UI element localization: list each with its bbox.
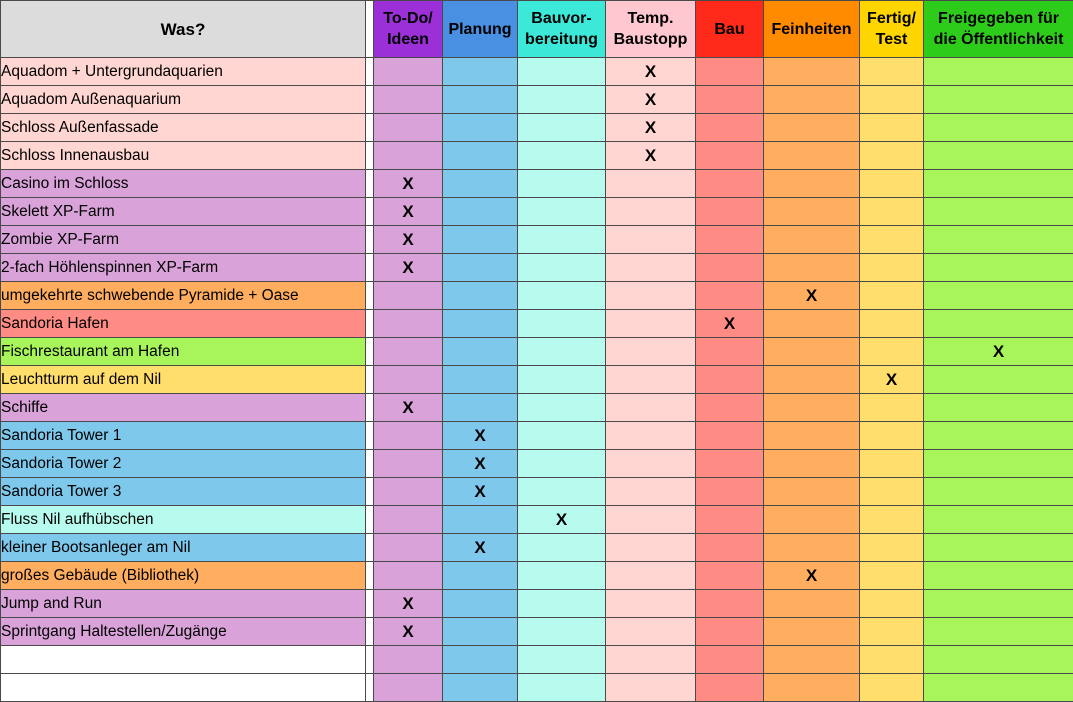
status-cell-feinheiten[interactable] — [764, 422, 860, 450]
divider-cell — [366, 618, 374, 646]
status-cell-todo[interactable] — [374, 646, 443, 674]
header-status-freigegeben — [924, 1, 1073, 58]
status-cell-bau[interactable] — [696, 506, 764, 534]
table-row[interactable] — [1, 58, 1073, 86]
status-cell-planung[interactable] — [443, 226, 518, 254]
status-cell-freigegeben[interactable] — [924, 646, 1073, 674]
status-cell-feinheiten[interactable] — [764, 618, 860, 646]
divider-cell — [366, 254, 374, 282]
status-cell-todo[interactable]: X — [374, 254, 443, 282]
status-cell-planung[interactable] — [443, 590, 518, 618]
status-cell-fertig[interactable] — [860, 534, 924, 562]
status-cell-freigegeben[interactable] — [924, 58, 1073, 86]
table-row[interactable] — [1, 618, 1073, 646]
table-row[interactable] — [1, 506, 1073, 534]
project-name-cell[interactable]: Zombie XP-Farm — [1, 226, 366, 254]
status-cell-bauvorbereitung[interactable] — [518, 590, 606, 618]
status-cell-bauvorbereitung[interactable] — [518, 366, 606, 394]
project-name-cell[interactable]: umgekehrte schwebende Pyramide + Oase — [1, 282, 366, 310]
status-cell-bauvorbereitung[interactable] — [518, 142, 606, 170]
status-cell-todo[interactable]: X — [374, 590, 443, 618]
status-cell-fertig[interactable] — [860, 254, 924, 282]
header-label-line1: Fertig/ — [867, 10, 916, 27]
status-cell-planung[interactable] — [443, 618, 518, 646]
project-name-cell[interactable]: Fischrestaurant am Hafen — [1, 338, 366, 366]
status-cell-todo[interactable] — [374, 478, 443, 506]
status-cell-baustopp[interactable] — [606, 170, 696, 198]
status-cell-feinheiten[interactable] — [764, 338, 860, 366]
status-cell-feinheiten[interactable] — [764, 534, 860, 562]
project-name-cell[interactable]: Skelett XP-Farm — [1, 198, 366, 226]
status-cell-planung[interactable] — [443, 198, 518, 226]
status-cell-todo[interactable] — [374, 338, 443, 366]
status-cell-todo[interactable]: X — [374, 618, 443, 646]
status-cell-bau[interactable] — [696, 618, 764, 646]
header-label-line2: Baustopp — [614, 31, 688, 48]
table-row[interactable] — [1, 366, 1073, 394]
status-cell-bau[interactable] — [696, 86, 764, 114]
status-cell-todo[interactable] — [374, 142, 443, 170]
project-name-cell[interactable]: Schloss Innenausbau — [1, 142, 366, 170]
status-cell-bau[interactable] — [696, 170, 764, 198]
project-name-cell[interactable]: Sandoria Tower 3 — [1, 478, 366, 506]
status-cell-freigegeben[interactable] — [924, 590, 1073, 618]
status-cell-freigegeben[interactable] — [924, 226, 1073, 254]
divider-cell — [366, 450, 374, 478]
project-name-cell[interactable] — [1, 646, 366, 674]
status-cell-freigegeben[interactable] — [924, 450, 1073, 478]
header-label-line1: Freigegeben für — [938, 10, 1059, 27]
status-cell-bau[interactable]: X — [696, 310, 764, 338]
header-status-bauvorbereitung — [518, 1, 606, 58]
status-cell-bau[interactable] — [696, 562, 764, 590]
divider-cell — [366, 422, 374, 450]
status-cell-bau[interactable] — [696, 422, 764, 450]
status-cell-planung[interactable] — [443, 646, 518, 674]
status-cell-baustopp[interactable] — [606, 674, 696, 702]
table-row[interactable] — [1, 562, 1073, 590]
project-name-cell[interactable]: Aquadom Außenaquarium — [1, 86, 366, 114]
status-cell-bau[interactable] — [696, 478, 764, 506]
project-name-cell[interactable]: Schiffe — [1, 394, 366, 422]
status-cell-feinheiten[interactable] — [764, 646, 860, 674]
status-cell-todo[interactable] — [374, 674, 443, 702]
status-cell-bauvorbereitung[interactable] — [518, 422, 606, 450]
status-cell-baustopp[interactable] — [606, 422, 696, 450]
status-cell-bauvorbereitung[interactable] — [518, 86, 606, 114]
status-cell-fertig[interactable]: X — [860, 366, 924, 394]
status-cell-feinheiten[interactable] — [764, 58, 860, 86]
status-cell-bauvorbereitung[interactable] — [518, 310, 606, 338]
header-status-baustopp — [606, 1, 696, 58]
status-cell-fertig[interactable] — [860, 562, 924, 590]
status-cell-fertig[interactable] — [860, 590, 924, 618]
status-cell-todo[interactable] — [374, 450, 443, 478]
header-what: Was? — [1, 1, 366, 58]
project-name-cell[interactable]: Fluss Nil aufhübschen — [1, 506, 366, 534]
status-cell-baustopp[interactable] — [606, 534, 696, 562]
status-cell-bauvorbereitung[interactable] — [518, 646, 606, 674]
table-row[interactable] — [1, 422, 1073, 450]
header-status-planung — [443, 1, 518, 58]
status-cell-baustopp[interactable] — [606, 338, 696, 366]
status-cell-freigegeben[interactable] — [924, 282, 1073, 310]
status-cell-bau[interactable] — [696, 450, 764, 478]
divider-cell — [366, 506, 374, 534]
status-cell-baustopp[interactable] — [606, 590, 696, 618]
status-cell-bau[interactable] — [696, 58, 764, 86]
status-cell-freigegeben[interactable] — [924, 142, 1073, 170]
divider-cell — [366, 58, 374, 86]
table-row[interactable] — [1, 450, 1073, 478]
project-name-cell[interactable]: Sandoria Hafen — [1, 310, 366, 338]
status-cell-bauvorbereitung[interactable] — [518, 478, 606, 506]
status-cell-freigegeben[interactable] — [924, 422, 1073, 450]
status-cell-freigegeben[interactable] — [924, 394, 1073, 422]
status-cell-fertig[interactable] — [860, 86, 924, 114]
status-cell-bau[interactable] — [696, 282, 764, 310]
status-cell-bauvorbereitung[interactable] — [518, 170, 606, 198]
status-cell-todo[interactable] — [374, 310, 443, 338]
status-cell-bauvorbereitung[interactable] — [518, 114, 606, 142]
status-cell-bauvorbereitung[interactable] — [518, 198, 606, 226]
status-cell-baustopp[interactable] — [606, 478, 696, 506]
status-cell-feinheiten[interactable] — [764, 590, 860, 618]
status-cell-feinheiten[interactable] — [764, 114, 860, 142]
table-row[interactable] — [1, 590, 1073, 618]
status-cell-bauvorbereitung[interactable] — [518, 282, 606, 310]
status-cell-todo[interactable] — [374, 422, 443, 450]
status-cell-feinheiten[interactable] — [764, 450, 860, 478]
status-cell-fertig[interactable] — [860, 198, 924, 226]
status-cell-feinheiten[interactable] — [764, 478, 860, 506]
status-cell-fertig[interactable] — [860, 618, 924, 646]
status-cell-baustopp[interactable]: X — [606, 58, 696, 86]
divider-cell — [366, 226, 374, 254]
status-cell-bauvorbereitung[interactable] — [518, 254, 606, 282]
project-name-cell[interactable]: großes Gebäude (Bibliothek) — [1, 562, 366, 590]
status-cell-baustopp[interactable] — [606, 506, 696, 534]
header-label-line2: Test — [876, 31, 908, 48]
table-body — [1, 58, 1073, 702]
status-cell-bauvorbereitung[interactable]: X — [518, 506, 606, 534]
status-cell-baustopp[interactable] — [606, 310, 696, 338]
table-row[interactable] — [1, 86, 1073, 114]
status-cell-feinheiten[interactable] — [764, 198, 860, 226]
status-cell-freigegeben[interactable] — [924, 366, 1073, 394]
status-cell-baustopp[interactable]: X — [606, 142, 696, 170]
status-cell-feinheiten[interactable]: X — [764, 282, 860, 310]
header-label-line1: Temp. — [628, 10, 674, 27]
status-cell-fertig[interactable] — [860, 170, 924, 198]
status-cell-bau[interactable] — [696, 254, 764, 282]
status-cell-bau[interactable] — [696, 226, 764, 254]
status-cell-feinheiten[interactable] — [764, 674, 860, 702]
divider-cell — [366, 534, 374, 562]
status-cell-planung[interactable] — [443, 142, 518, 170]
status-cell-bau[interactable] — [696, 338, 764, 366]
status-cell-baustopp[interactable] — [606, 618, 696, 646]
divider-cell — [366, 142, 374, 170]
status-cell-todo[interactable] — [374, 562, 443, 590]
divider-cell — [366, 310, 374, 338]
status-cell-freigegeben[interactable] — [924, 86, 1073, 114]
table-row[interactable] — [1, 254, 1073, 282]
divider-cell — [366, 646, 374, 674]
status-cell-fertig[interactable] — [860, 478, 924, 506]
status-cell-todo[interactable] — [374, 86, 443, 114]
status-cell-freigegeben[interactable] — [924, 562, 1073, 590]
status-cell-feinheiten[interactable] — [764, 254, 860, 282]
status-cell-fertig[interactable] — [860, 142, 924, 170]
table-row[interactable] — [1, 534, 1073, 562]
divider-cell — [366, 338, 374, 366]
status-cell-freigegeben[interactable] — [924, 310, 1073, 338]
status-cell-planung[interactable] — [443, 394, 518, 422]
status-cell-baustopp[interactable]: X — [606, 114, 696, 142]
project-name-cell[interactable]: Leuchtturm auf dem Nil — [1, 366, 366, 394]
header-label-line1: Planung — [448, 21, 511, 38]
status-cell-freigegeben[interactable] — [924, 534, 1073, 562]
status-cell-baustopp[interactable] — [606, 254, 696, 282]
status-cell-baustopp[interactable] — [606, 450, 696, 478]
table-row[interactable] — [1, 198, 1073, 226]
status-cell-bauvorbereitung[interactable] — [518, 674, 606, 702]
status-cell-baustopp[interactable] — [606, 366, 696, 394]
project-name-cell[interactable]: Jump and Run — [1, 590, 366, 618]
status-cell-freigegeben[interactable] — [924, 170, 1073, 198]
status-cell-fertig[interactable] — [860, 226, 924, 254]
status-cell-feinheiten[interactable] — [764, 394, 860, 422]
divider-cell — [366, 394, 374, 422]
header-label-line2: Ideen — [387, 31, 429, 48]
divider-cell — [366, 590, 374, 618]
status-cell-baustopp[interactable] — [606, 226, 696, 254]
status-cell-planung[interactable] — [443, 86, 518, 114]
divider-cell — [366, 674, 374, 702]
header-divider — [366, 1, 374, 58]
status-cell-todo[interactable]: X — [374, 394, 443, 422]
divider-cell — [366, 478, 374, 506]
status-cell-bauvorbereitung[interactable] — [518, 450, 606, 478]
status-cell-fertig[interactable] — [860, 506, 924, 534]
status-cell-bau[interactable] — [696, 674, 764, 702]
project-name-cell[interactable]: Sandoria Tower 2 — [1, 450, 366, 478]
header-status-fertig — [860, 1, 924, 58]
status-cell-todo[interactable]: X — [374, 170, 443, 198]
status-cell-bauvorbereitung[interactable] — [518, 618, 606, 646]
table-row[interactable] — [1, 394, 1073, 422]
status-cell-todo[interactable] — [374, 58, 443, 86]
project-name-cell[interactable]: Sprintgang Haltestellen/Zugänge — [1, 618, 366, 646]
status-cell-planung[interactable] — [443, 674, 518, 702]
status-cell-fertig[interactable] — [860, 58, 924, 86]
status-cell-todo[interactable] — [374, 282, 443, 310]
header-label-line1: To-Do/ — [383, 10, 432, 27]
header-status-feinheiten — [764, 1, 860, 58]
project-name-cell[interactable]: 2-fach Höhlenspinnen XP-Farm — [1, 254, 366, 282]
header-label-line1: Bau — [714, 21, 744, 38]
table-row[interactable] — [1, 674, 1073, 702]
status-cell-feinheiten[interactable] — [764, 170, 860, 198]
table-row[interactable] — [1, 646, 1073, 674]
status-cell-freigegeben[interactable] — [924, 198, 1073, 226]
status-cell-planung[interactable]: X — [443, 450, 518, 478]
status-cell-todo[interactable] — [374, 534, 443, 562]
header-label-line2: die Öffentlichkeit — [934, 31, 1064, 48]
status-cell-freigegeben[interactable] — [924, 478, 1073, 506]
table-row[interactable] — [1, 478, 1073, 506]
table-row[interactable] — [1, 226, 1073, 254]
status-cell-baustopp[interactable] — [606, 394, 696, 422]
status-cell-planung[interactable]: X — [443, 422, 518, 450]
status-cell-fertig[interactable] — [860, 646, 924, 674]
status-cell-feinheiten[interactable] — [764, 142, 860, 170]
table-row[interactable] — [1, 282, 1073, 310]
status-cell-freigegeben[interactable] — [924, 506, 1073, 534]
status-cell-fertig[interactable] — [860, 114, 924, 142]
divider-cell — [366, 170, 374, 198]
status-cell-fertig[interactable] — [860, 674, 924, 702]
header-label-line2: bereitung — [525, 31, 598, 48]
table-row[interactable] — [1, 170, 1073, 198]
status-cell-todo[interactable]: X — [374, 198, 443, 226]
status-cell-feinheiten[interactable] — [764, 86, 860, 114]
status-cell-planung[interactable] — [443, 562, 518, 590]
status-cell-fertig[interactable] — [860, 310, 924, 338]
status-cell-planung[interactable] — [443, 58, 518, 86]
status-cell-todo[interactable] — [374, 506, 443, 534]
status-cell-bauvorbereitung[interactable] — [518, 226, 606, 254]
divider-cell — [366, 282, 374, 310]
status-cell-fertig[interactable] — [860, 282, 924, 310]
status-cell-todo[interactable] — [374, 366, 443, 394]
status-cell-bau[interactable] — [696, 142, 764, 170]
status-cell-freigegeben[interactable] — [924, 254, 1073, 282]
header-row — [1, 1, 1073, 58]
status-cell-planung[interactable] — [443, 282, 518, 310]
status-cell-bau[interactable] — [696, 198, 764, 226]
status-cell-fertig[interactable] — [860, 450, 924, 478]
status-cell-fertig[interactable] — [860, 394, 924, 422]
status-cell-baustopp[interactable] — [606, 282, 696, 310]
project-name-cell[interactable]: Schloss Außenfassade — [1, 114, 366, 142]
status-cell-bauvorbereitung[interactable] — [518, 338, 606, 366]
status-cell-planung[interactable] — [443, 506, 518, 534]
status-cell-bau[interactable] — [696, 114, 764, 142]
status-cell-bau[interactable] — [696, 366, 764, 394]
status-cell-fertig[interactable] — [860, 338, 924, 366]
status-cell-planung[interactable] — [443, 366, 518, 394]
status-cell-bauvorbereitung[interactable] — [518, 534, 606, 562]
status-cell-todo[interactable] — [374, 114, 443, 142]
header-status-bau — [696, 1, 764, 58]
status-cell-planung[interactable]: X — [443, 534, 518, 562]
status-cell-planung[interactable] — [443, 338, 518, 366]
divider-cell — [366, 198, 374, 226]
table-row[interactable] — [1, 310, 1073, 338]
status-cell-bauvorbereitung[interactable] — [518, 58, 606, 86]
status-cell-planung[interactable] — [443, 170, 518, 198]
project-name-cell[interactable]: Aquadom + Untergrundaquarien — [1, 58, 366, 86]
table-row[interactable] — [1, 338, 1073, 366]
status-cell-baustopp[interactable] — [606, 562, 696, 590]
header-label-line1: Bauvor- — [531, 10, 591, 27]
status-cell-bau[interactable] — [696, 646, 764, 674]
header-label-line1: Feinheiten — [771, 21, 851, 38]
status-cell-todo[interactable]: X — [374, 226, 443, 254]
project-name-cell[interactable]: Casino im Schloss — [1, 170, 366, 198]
status-cell-planung[interactable]: X — [443, 478, 518, 506]
table-row[interactable] — [1, 114, 1073, 142]
divider-cell — [366, 366, 374, 394]
status-cell-planung[interactable] — [443, 114, 518, 142]
status-cell-planung[interactable] — [443, 254, 518, 282]
status-cell-baustopp[interactable] — [606, 646, 696, 674]
status-cell-bau[interactable] — [696, 394, 764, 422]
status-cell-feinheiten[interactable] — [764, 366, 860, 394]
status-cell-freigegeben[interactable] — [924, 114, 1073, 142]
divider-cell — [366, 86, 374, 114]
status-cell-bau[interactable] — [696, 590, 764, 618]
divider-cell — [366, 562, 374, 590]
status-cell-feinheiten[interactable] — [764, 310, 860, 338]
status-cell-planung[interactable] — [443, 310, 518, 338]
status-cell-bauvorbereitung[interactable] — [518, 394, 606, 422]
status-cell-freigegeben[interactable]: X — [924, 338, 1073, 366]
table-row[interactable] — [1, 142, 1073, 170]
project-name-cell[interactable]: kleiner Bootsanleger am Nil — [1, 534, 366, 562]
status-cell-baustopp[interactable] — [606, 198, 696, 226]
status-cell-freigegeben[interactable] — [924, 618, 1073, 646]
project-name-cell[interactable] — [1, 674, 366, 702]
status-cell-bau[interactable] — [696, 534, 764, 562]
divider-cell — [366, 114, 374, 142]
status-cell-bauvorbereitung[interactable] — [518, 562, 606, 590]
status-cell-freigegeben[interactable] — [924, 674, 1073, 702]
status-cell-baustopp[interactable]: X — [606, 86, 696, 114]
status-cell-fertig[interactable] — [860, 422, 924, 450]
header-status-todo — [374, 1, 443, 58]
status-cell-feinheiten[interactable] — [764, 506, 860, 534]
project-name-cell[interactable]: Sandoria Tower 1 — [1, 422, 366, 450]
status-cell-feinheiten[interactable]: X — [764, 562, 860, 590]
status-cell-feinheiten[interactable] — [764, 226, 860, 254]
